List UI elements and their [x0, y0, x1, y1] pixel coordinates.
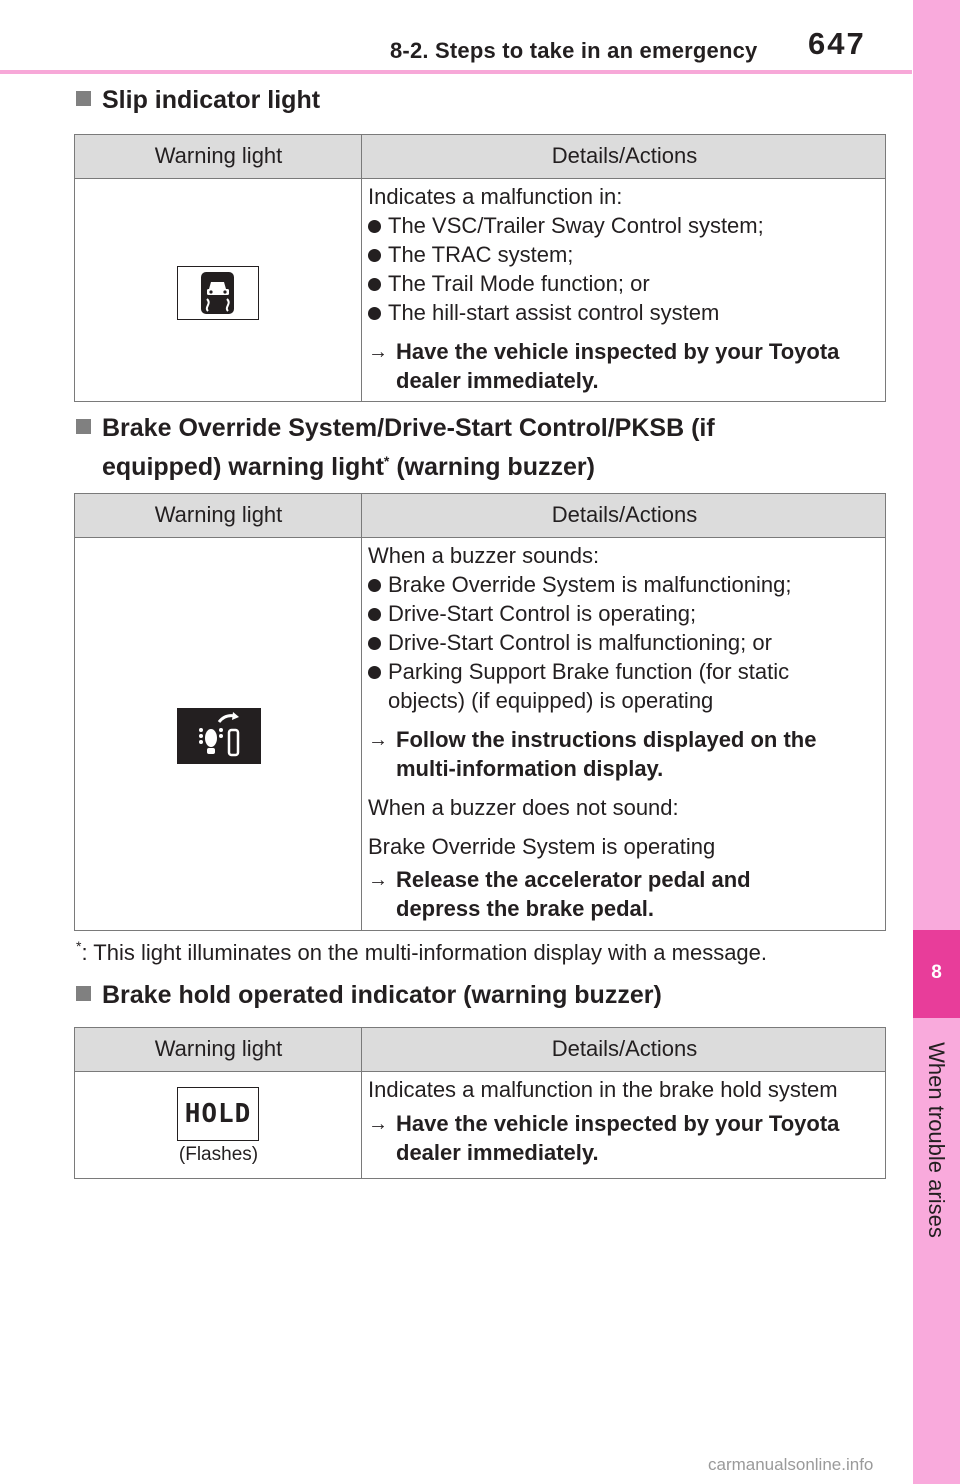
chapter-number: 8 — [931, 962, 942, 983]
watermark: carmanualsonline.info — [708, 1455, 874, 1474]
bullet-icon — [368, 220, 381, 233]
bullet-icon — [368, 278, 381, 291]
details-slip — [368, 179, 883, 395]
chapter-tab — [913, 0, 960, 1484]
section-title: 8-2. Steps to take in an emergency — [390, 38, 758, 63]
heading-text: Brake hold operated indicator (warning buzzer) — [102, 981, 662, 1009]
table-header — [75, 135, 885, 179]
details-intro: Indicates a malfunction in: — [368, 184, 623, 209]
arrow-icon: → — [368, 341, 388, 363]
bullet-icon — [368, 666, 381, 679]
list-item: The hill-start assist control system — [368, 298, 883, 327]
col-details-actions: Details/Actions — [551, 1036, 698, 1061]
list-item: Drive-Start Control is operating; — [368, 599, 883, 628]
section-heading-brake-hold — [76, 979, 662, 1012]
col-warning-light: Warning light — [154, 143, 283, 168]
details-intro: When a buzzer sounds: — [368, 543, 600, 568]
action-instruction: → Follow the instructions displayed on the multi-information display. — [368, 727, 817, 781]
heading-text: Slip indicator light — [102, 86, 321, 114]
bullet-icon — [368, 249, 381, 262]
col-details-actions: Details/Actions — [551, 502, 698, 527]
list-item: Brake Override System is malfunctioning; — [368, 570, 883, 599]
square-bullet-icon — [76, 91, 91, 106]
list-item: The TRAC system; — [368, 240, 883, 269]
column-divider — [361, 135, 362, 401]
details-brake-override — [368, 538, 883, 923]
column-divider — [361, 494, 362, 930]
arrow-icon: → — [368, 1113, 388, 1135]
square-bullet-icon — [76, 419, 91, 434]
footnote-mark: * — [383, 453, 390, 469]
arrow-icon: → — [368, 869, 388, 891]
details-brake-hold — [368, 1072, 883, 1167]
details-intro: Indicates a malfunction in the brake hold system — [368, 1077, 838, 1102]
chapter-label: When trouble arises — [924, 1042, 949, 1238]
details-text-2: Brake Override System is operating — [368, 834, 716, 859]
chapter-number-badge — [913, 930, 960, 1018]
section-heading-brake-override: Brake Override System/Drive-Start Control/PKSB (if equipped) warning light* (warning buzzer) — [76, 412, 715, 484]
brake-override-warning-icon — [177, 708, 261, 764]
hold-indicator-icon — [177, 1087, 259, 1141]
page-number: 647 — [808, 26, 866, 61]
flashes-note: (Flashes) — [178, 1144, 259, 1165]
details-intro-2: When a buzzer does not sound: — [368, 795, 679, 820]
header-rule — [0, 70, 912, 74]
bullet-icon — [368, 579, 381, 592]
slip-indicator-icon — [177, 266, 259, 320]
table-slip-indicator — [74, 134, 886, 402]
section-heading-slip — [76, 84, 320, 117]
table-header — [75, 494, 885, 538]
heading-text: Brake Override System/Drive-Start Control/PKSB (if — [102, 414, 715, 442]
list-item: Drive-Start Control is malfunctioning; or — [368, 628, 883, 657]
list-item: Parking Support Brake function (for static objects) (if equipped) is operating — [368, 657, 883, 715]
square-bullet-icon — [76, 986, 91, 1001]
table-brake-override — [74, 493, 886, 931]
page-header — [0, 0, 912, 74]
hold-icon-text: HOLD — [184, 1099, 252, 1129]
col-details-actions: Details/Actions — [551, 143, 698, 168]
action-instruction-2: → Release the accelerator pedal and depress the brake pedal. — [368, 867, 751, 921]
table-header — [75, 1028, 885, 1072]
table-brake-hold — [74, 1027, 886, 1179]
col-warning-light: Warning light — [154, 1036, 283, 1061]
col-warning-light: Warning light — [154, 502, 283, 527]
arrow-icon: → — [368, 729, 388, 751]
footnote — [76, 938, 767, 966]
list-item: The VSC/Trailer Sway Control system; — [368, 211, 883, 240]
footnote-text: : This light illuminates on the multi-information display with a message. — [81, 940, 768, 965]
bullet-icon — [368, 637, 381, 650]
action-instruction: → Have the vehicle inspected by your Toyota dealer immediately. — [368, 339, 840, 393]
bullet-icon — [368, 307, 381, 320]
bullet-icon — [368, 608, 381, 621]
footnote-mark: * — [76, 938, 82, 954]
list-item: The Trail Mode function; or — [368, 269, 883, 298]
action-instruction: → Have the vehicle inspected by your Toyota dealer immediately. — [368, 1111, 840, 1165]
